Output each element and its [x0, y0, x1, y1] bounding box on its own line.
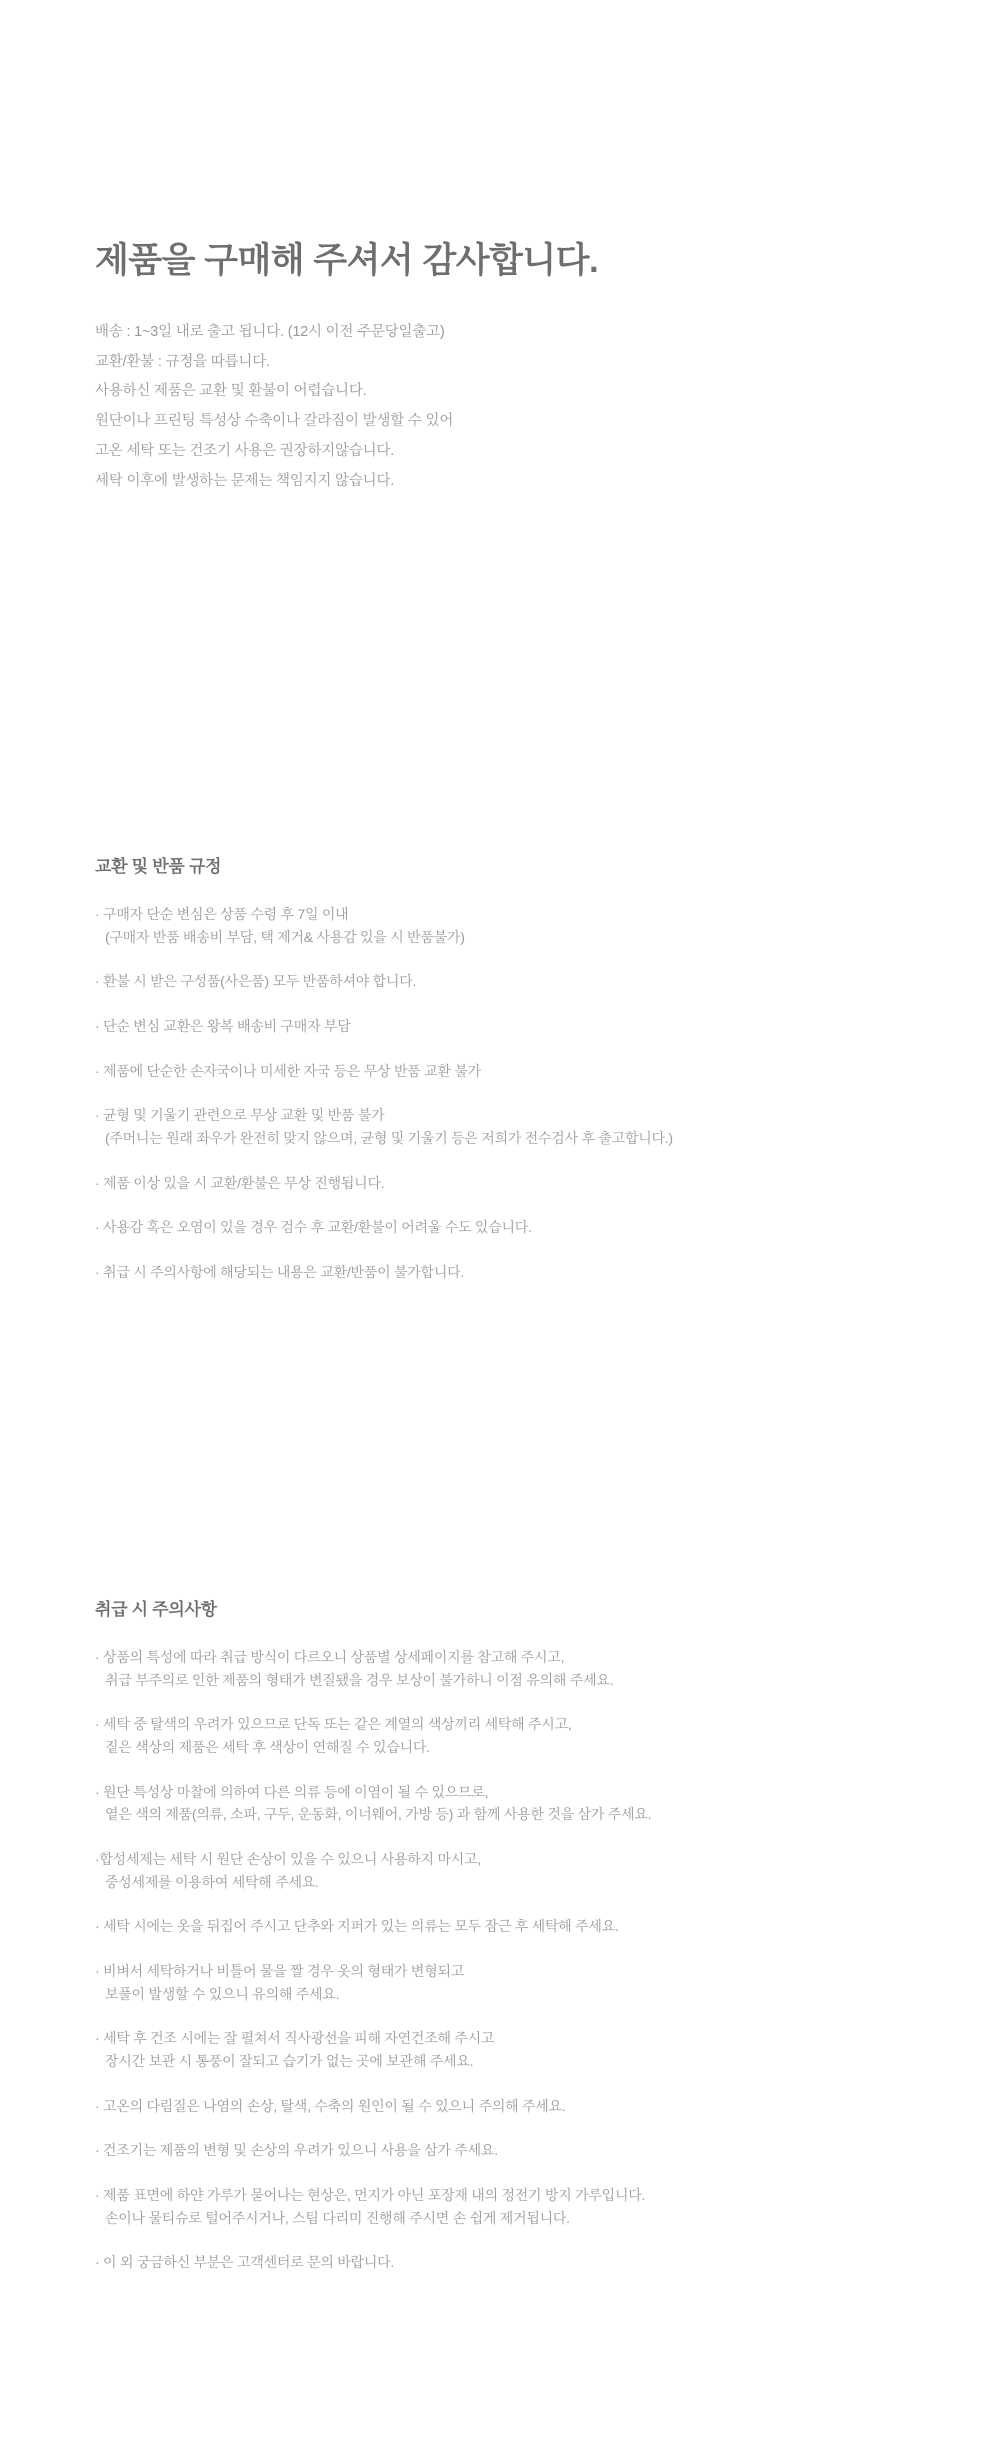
- list-item-sub: 중성세제를 이용하여 세탁해 주세요.: [105, 1873, 319, 1890]
- list-item-main: · 제품에 단순한 손자국이나 미세한 자국 등은 무상 반품 교환 불가: [95, 1062, 481, 1079]
- list-item-sub: 장시간 보관 시 통풍이 잘되고 습기가 없는 곳에 보관해 주세요.: [105, 2053, 474, 2070]
- list-item: [95, 1848, 935, 1893]
- section-heading-care: 취급 시 주의사항: [95, 1600, 217, 1619]
- list-item-main: · 제품 이상 있을 시 교환/환불은 무상 진행됩니다.: [95, 1174, 385, 1191]
- list-item-main: · 환불 시 받은 구성품(사은품) 모두 반품하셔야 합니다.: [95, 973, 417, 990]
- list-item-main: · 단순 변심 교환은 왕복 배송비 구매자 부담: [95, 1018, 351, 1035]
- section-heading-exchange: 교환 및 반품 규정: [95, 857, 222, 876]
- care-instructions-section: [95, 1595, 935, 2296]
- list-item: [95, 2251, 935, 2274]
- thank-you-section: [95, 240, 915, 496]
- shipping-line: 사용하신 제품은 교환 및 환불이 어렵습니다.: [95, 383, 367, 400]
- list-item: [95, 1915, 935, 1938]
- page-title: 제품을 구매해 주셔서 감사합니다.: [95, 241, 599, 280]
- list-item: [95, 970, 935, 993]
- list-item: [95, 2095, 935, 2118]
- shipping-line: 세탁 이후에 발생하는 문제는 책임지지 않습니다.: [95, 472, 395, 489]
- list-item: [95, 1015, 935, 1038]
- list-item: [95, 1172, 935, 1195]
- list-item-main: · 제품 표면에 하얀 가루가 묻어나는 현상은, 먼지가 아닌 포장재 내의 정전기 방지 가루입니다.: [95, 2187, 646, 2204]
- list-item-main: · 세탁 중 탈색의 우려가 있으므로 단독 또는 같은 계열의 색상끼리 세탁해 주시고,: [95, 1716, 572, 1733]
- list-item-main: · 사용감 혹은 오염이 있을 경우 검수 후 교환/환불이 어려울 수도 있습니다.: [95, 1219, 532, 1236]
- shipping-line: 배송 : 1~3일 내로 출고 됩니다. (12시 이전 주문당일출고): [95, 324, 445, 340]
- list-item: [95, 1060, 935, 1083]
- list-item: [95, 1216, 935, 1239]
- exchange-return-section: [95, 852, 935, 1306]
- list-item-main: · 비벼서 세탁하거나 비틀어 물을 짤 경우 옷의 형태가 변형되고: [95, 1963, 465, 1980]
- list-item: [95, 2184, 935, 2229]
- list-item-main: · 취급 시 주의사항에 해당되는 내용은 교환/반품이 불가합니다.: [95, 1264, 465, 1281]
- list-item-main: · 이 외 궁금하신 부분은 고객센터로 문의 바랍니다.: [95, 2254, 395, 2271]
- list-item: [95, 2027, 935, 2072]
- list-item-main: · 구매자 단순 변심은 상품 수령 후 7일 이내: [95, 906, 349, 922]
- list-item: [95, 1781, 935, 1826]
- list-item: [95, 1646, 935, 1691]
- list-item-main: · 세탁 후 건조 시에는 잘 펼쳐서 직사광선을 피해 자연건조해 주시고: [95, 2030, 495, 2047]
- shipping-line: 원단이나 프린팅 특성상 수축이나 갈라짐이 발생할 수 있어: [95, 413, 454, 430]
- shipping-line: 교환/환불 : 규정을 따릅니다.: [95, 353, 270, 370]
- list-item-main: · 균형 및 기울기 관련으로 무상 교환 및 반품 불가: [95, 1107, 385, 1124]
- list-item-sub: 보풀이 발생할 수 있으니 유의해 주세요.: [105, 1985, 340, 2002]
- list-item: [95, 903, 935, 948]
- list-item: [95, 1261, 935, 1284]
- list-item-main: · 원단 특성상 마찰에 의하여 다른 의류 등에 이염이 될 수 있으므로,: [95, 1783, 489, 1800]
- shipping-line: 고온 세탁 또는 건조기 사용은 권장하지않습니다.: [95, 442, 395, 459]
- shipping-policy-lines: [95, 318, 915, 496]
- list-item: [95, 2139, 935, 2162]
- list-item-sub: 옅은 색의 제품(의류, 소파, 구두, 운동화, 이너웨어, 가방 등) 과 함께 사용한 것을 삼가 주세요.: [105, 1806, 652, 1823]
- list-item-main: · 세탁 시에는 옷을 뒤집어 주시고 단추와 지퍼가 있는 의류는 모두 잠근 후 세탁해 주세요.: [95, 1918, 619, 1935]
- list-item-main: ·합성세제는 세탁 시 원단 손상이 있을 수 있으니 사용하지 마시고,: [95, 1851, 481, 1868]
- list-item-sub: (구매자 반품 배송비 부담, 택 제거& 사용감 있을 시 반품불가): [105, 928, 465, 945]
- list-item-sub: 짙은 색상의 제품은 세탁 후 색상이 연해질 수 있습니다.: [105, 1739, 430, 1756]
- list-item: [95, 1960, 935, 2005]
- list-item-main: · 상품의 특성에 따라 취급 방식이 다르오니 상품별 상세페이지를 참고해 주시고,: [95, 1649, 565, 1665]
- list-item: [95, 1713, 935, 1758]
- list-item-sub: 손이나 물티슈로 털어주시거나, 스팀 다리미 진행해 주시면 손 쉽게 제거됩니다.: [105, 2209, 570, 2226]
- list-item-sub: 취급 부주의로 인한 제품의 형태가 변질됐을 경우 보상이 불가하니 이점 유의해 주세요.: [105, 1671, 614, 1688]
- list-item: [95, 1104, 935, 1149]
- list-item-main: · 고온의 다림질은 나염의 손상, 탈색, 수축의 원인이 될 수 있으니 주의해 주세요.: [95, 2097, 566, 2114]
- list-item-main: · 건조기는 제품의 변형 및 손상의 우려가 있으니 사용을 삼가 주세요.: [95, 2142, 498, 2159]
- list-item-sub: (주머니는 원래 좌우가 완전히 맞지 않으며, 균형 및 기울기 등은 저희가 전수검사 후 출고합니다.): [105, 1130, 673, 1147]
